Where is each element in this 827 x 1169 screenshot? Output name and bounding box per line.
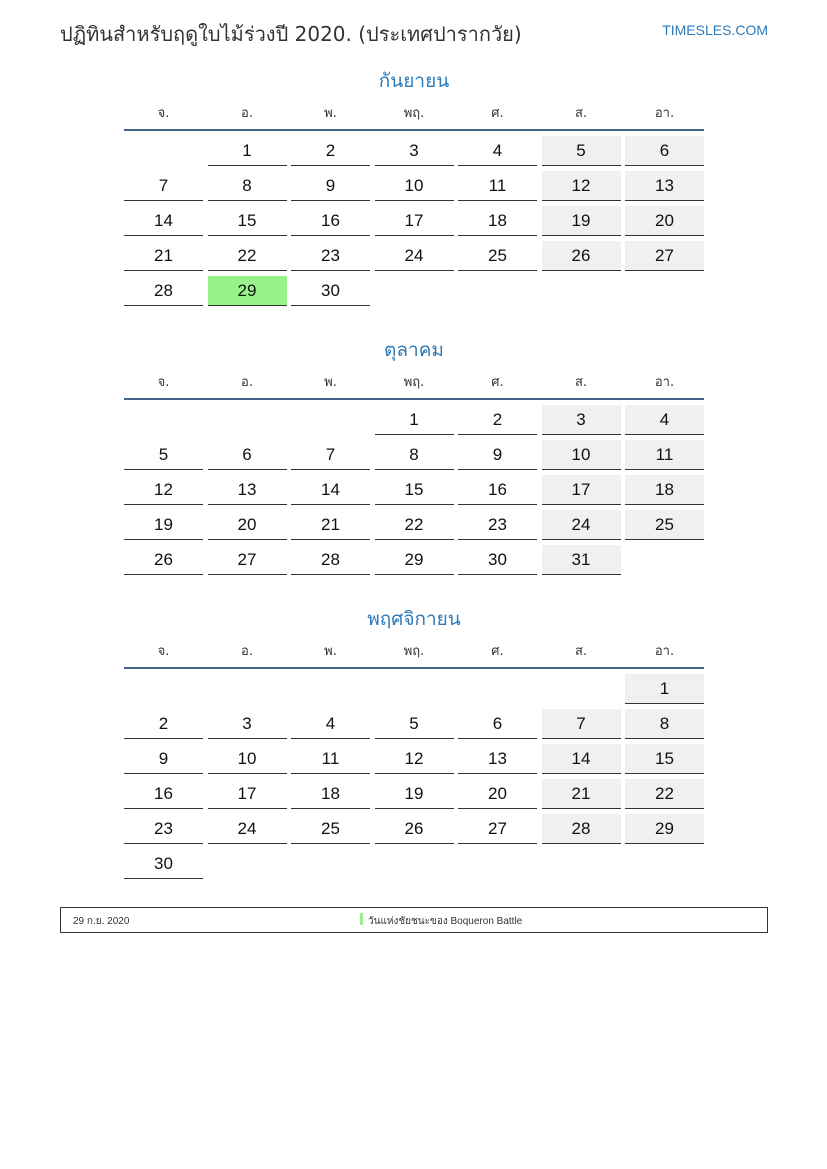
day-cell[interactable]: 17 (542, 475, 621, 505)
day-cell[interactable]: 30 (124, 849, 203, 879)
day-cell[interactable]: 16 (458, 475, 537, 505)
day-cell[interactable]: 1 (625, 674, 704, 704)
day-cell[interactable]: 30 (291, 276, 370, 306)
weekday-label: ส. (574, 644, 588, 659)
empty-day-cell (375, 674, 454, 704)
page-title: ปฏิทินสำหรับฤดูใบไม้ร่วงปี 2020. (ประเทศปารากวัย) (60, 22, 522, 46)
empty-day-cell (375, 276, 454, 306)
legend-event: วันแห่งชัยชนะของ Boqueron Battle (368, 916, 523, 927)
page-header (60, 18, 768, 48)
day-cell[interactable]: 6 (625, 136, 704, 166)
day-cell[interactable]: 15 (208, 206, 287, 236)
weekday-label: ส. (574, 375, 588, 390)
day-cell[interactable]: 22 (625, 779, 704, 809)
day-cell[interactable]: 26 (124, 545, 203, 575)
day-cell[interactable]: 17 (375, 206, 454, 236)
day-cell[interactable]: 26 (542, 241, 621, 271)
day-cell[interactable]: 1 (208, 136, 287, 166)
day-cell[interactable]: 5 (124, 440, 203, 470)
day-cell[interactable]: 24 (375, 241, 454, 271)
month-september (124, 68, 704, 306)
day-cell[interactable]: 8 (625, 709, 704, 739)
day-cell[interactable]: 7 (124, 171, 203, 201)
empty-day-cell (124, 136, 203, 166)
empty-day-cell (291, 674, 370, 704)
day-cell[interactable]: 13 (208, 475, 287, 505)
day-cell[interactable]: 13 (625, 171, 704, 201)
day-cell[interactable]: 16 (291, 206, 370, 236)
day-cell[interactable]: 18 (625, 475, 704, 505)
day-cell[interactable]: 28 (291, 545, 370, 575)
day-cell[interactable]: 24 (542, 510, 621, 540)
day-cell[interactable]: 16 (124, 779, 203, 809)
day-cell[interactable]: 4 (291, 709, 370, 739)
weekday-label: อ. (241, 375, 253, 390)
day-cell[interactable]: 23 (458, 510, 537, 540)
day-grid (124, 674, 704, 879)
day-cell[interactable]: 20 (208, 510, 287, 540)
empty-day-cell (375, 849, 454, 879)
day-cell[interactable]: 24 (208, 814, 287, 844)
day-cell[interactable]: 25 (625, 510, 704, 540)
day-cell[interactable]: 9 (124, 744, 203, 774)
day-cell[interactable]: 28 (124, 276, 203, 306)
empty-day-cell (625, 849, 704, 879)
day-cell[interactable]: 3 (375, 136, 454, 166)
weekday-label: อ. (241, 644, 253, 659)
weekday-label: อา. (654, 644, 675, 659)
weekday-label: ส. (574, 106, 588, 121)
day-cell[interactable]: 18 (458, 206, 537, 236)
legend-date: 29 ก.ย. 2020 (73, 916, 130, 927)
day-cell[interactable]: 2 (458, 405, 537, 435)
day-cell[interactable]: 27 (625, 241, 704, 271)
empty-day-cell (208, 849, 287, 879)
day-cell[interactable]: 11 (458, 171, 537, 201)
empty-day-cell (458, 674, 537, 704)
weekday-label: พฤ. (403, 375, 425, 390)
day-cell[interactable]: 6 (208, 440, 287, 470)
day-cell[interactable]: 12 (124, 475, 203, 505)
day-cell[interactable]: 21 (124, 241, 203, 271)
month-title: ตุลาคม (384, 339, 444, 361)
day-cell[interactable]: 19 (375, 779, 454, 809)
day-cell[interactable]: 7 (542, 709, 621, 739)
day-cell[interactable]: 2 (124, 709, 203, 739)
day-cell[interactable]: 19 (124, 510, 203, 540)
day-cell[interactable]: 12 (542, 171, 621, 201)
day-cell[interactable]: 2 (291, 136, 370, 166)
day-cell[interactable]: 20 (625, 206, 704, 236)
day-cell[interactable]: 22 (208, 241, 287, 271)
month-title: กันยายน (378, 70, 450, 92)
weekday-label: พ. (324, 375, 337, 390)
day-cell[interactable]: 7 (291, 440, 370, 470)
day-cell[interactable]: 1 (375, 405, 454, 435)
day-cell[interactable]: 25 (458, 241, 537, 271)
weekday-header (124, 372, 704, 400)
month-title: พฤศจิกายน (367, 608, 461, 630)
month-november (124, 606, 704, 879)
day-cell[interactable]: 5 (542, 136, 621, 166)
day-cell[interactable]: 11 (625, 440, 704, 470)
day-cell[interactable]: 21 (291, 510, 370, 540)
weekday-label: ศ. (491, 375, 504, 390)
day-cell[interactable]: 14 (124, 206, 203, 236)
weekday-label: จ. (157, 375, 170, 390)
day-grid (124, 405, 704, 575)
day-cell[interactable]: 29 (208, 276, 287, 306)
empty-day-cell (542, 849, 621, 879)
day-cell[interactable]: 3 (208, 709, 287, 739)
day-cell[interactable]: 27 (208, 545, 287, 575)
day-cell[interactable]: 18 (291, 779, 370, 809)
day-cell[interactable]: 28 (542, 814, 621, 844)
site-link[interactable]: TIMESLES.COM (662, 22, 768, 38)
day-cell[interactable]: 14 (291, 475, 370, 505)
weekday-label: พ. (324, 106, 337, 121)
weekday-label: พ. (324, 644, 337, 659)
day-cell[interactable]: 13 (458, 744, 537, 774)
day-cell[interactable]: 25 (291, 814, 370, 844)
day-cell[interactable]: 15 (625, 744, 704, 774)
weekday-header (124, 103, 704, 131)
day-cell[interactable]: 10 (208, 744, 287, 774)
day-cell[interactable]: 22 (375, 510, 454, 540)
day-cell[interactable]: 10 (542, 440, 621, 470)
month-october (124, 337, 704, 575)
day-cell[interactable]: 3 (542, 405, 621, 435)
weekday-label: ศ. (491, 106, 504, 121)
day-cell[interactable]: 9 (458, 440, 537, 470)
empty-day-cell (458, 849, 537, 879)
weekday-header (124, 641, 704, 669)
weekday-label: พฤ. (403, 644, 425, 659)
day-cell[interactable]: 4 (458, 136, 537, 166)
day-cell[interactable]: 19 (542, 206, 621, 236)
holiday-legend (60, 907, 768, 933)
empty-day-cell (625, 545, 704, 575)
day-cell[interactable]: 15 (375, 475, 454, 505)
weekday-label: อา. (654, 106, 675, 121)
day-cell[interactable]: 4 (625, 405, 704, 435)
weekday-label: อา. (654, 375, 675, 390)
day-cell[interactable]: 29 (375, 545, 454, 575)
weekday-label: ศ. (491, 644, 504, 659)
empty-day-cell (542, 276, 621, 306)
day-cell[interactable]: 5 (375, 709, 454, 739)
day-cell[interactable]: 8 (375, 440, 454, 470)
day-cell[interactable]: 14 (542, 744, 621, 774)
day-cell[interactable]: 8 (208, 171, 287, 201)
day-cell[interactable]: 9 (291, 171, 370, 201)
day-cell[interactable]: 29 (625, 814, 704, 844)
day-cell[interactable]: 26 (375, 814, 454, 844)
day-cell[interactable]: 21 (542, 779, 621, 809)
legend-color-marker (360, 913, 363, 925)
empty-day-cell (208, 674, 287, 704)
day-cell[interactable]: 20 (458, 779, 537, 809)
day-cell[interactable]: 23 (124, 814, 203, 844)
empty-day-cell (124, 674, 203, 704)
empty-day-cell (458, 276, 537, 306)
day-cell[interactable]: 30 (458, 545, 537, 575)
day-cell[interactable]: 6 (458, 709, 537, 739)
empty-day-cell (625, 276, 704, 306)
day-cell[interactable]: 23 (291, 241, 370, 271)
day-cell[interactable]: 12 (375, 744, 454, 774)
empty-day-cell (291, 405, 370, 435)
day-cell[interactable]: 10 (375, 171, 454, 201)
day-cell[interactable]: 11 (291, 744, 370, 774)
empty-day-cell (291, 849, 370, 879)
weekday-label: จ. (157, 106, 170, 121)
day-cell[interactable]: 17 (208, 779, 287, 809)
weekday-label: พฤ. (403, 106, 425, 121)
day-grid (124, 136, 704, 306)
empty-day-cell (124, 405, 203, 435)
empty-day-cell (208, 405, 287, 435)
weekday-label: อ. (241, 106, 253, 121)
weekday-label: จ. (157, 644, 170, 659)
day-cell[interactable]: 31 (542, 545, 621, 575)
day-cell[interactable]: 27 (458, 814, 537, 844)
empty-day-cell (542, 674, 621, 704)
